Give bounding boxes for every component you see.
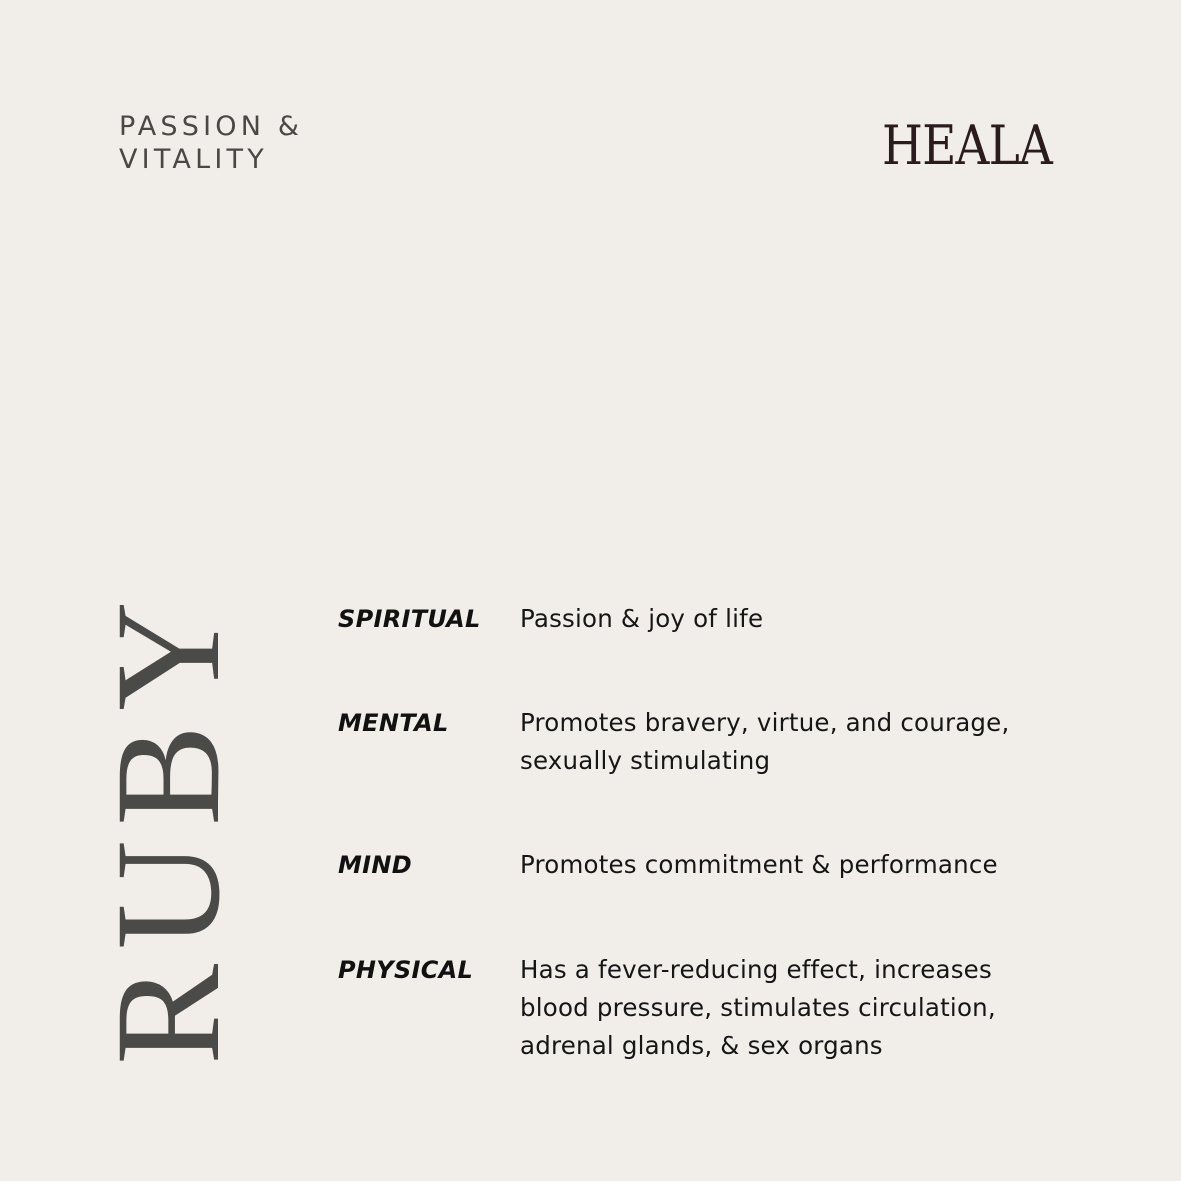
- property-description: Has a fever-reducing effect, increases blood pressure, stimulates circulation, adrenal glands, & sex organs: [520, 955, 996, 1060]
- stone-name: [85, 580, 251, 1070]
- brand-logo-text: HEALA: [882, 114, 1054, 177]
- property-label: MIND: [338, 851, 413, 879]
- property-description: Promotes bravery, virtue, and courage, sexually stimulating: [520, 708, 1010, 775]
- property-label: PHYSICAL: [338, 956, 474, 984]
- property-label: SPIRITUAL: [338, 605, 481, 633]
- tagline: [119, 110, 303, 176]
- property-description: Promotes commitment & performance: [520, 850, 998, 879]
- stone-name-text: RUBY: [85, 592, 251, 1065]
- property-label: MENTAL: [338, 709, 449, 737]
- tagline-line-1: PASSION &: [119, 111, 304, 142]
- property-description: Passion & joy of life: [520, 604, 764, 633]
- tagline-line-2: VITALITY: [119, 144, 268, 175]
- brand-logo: [880, 114, 1055, 177]
